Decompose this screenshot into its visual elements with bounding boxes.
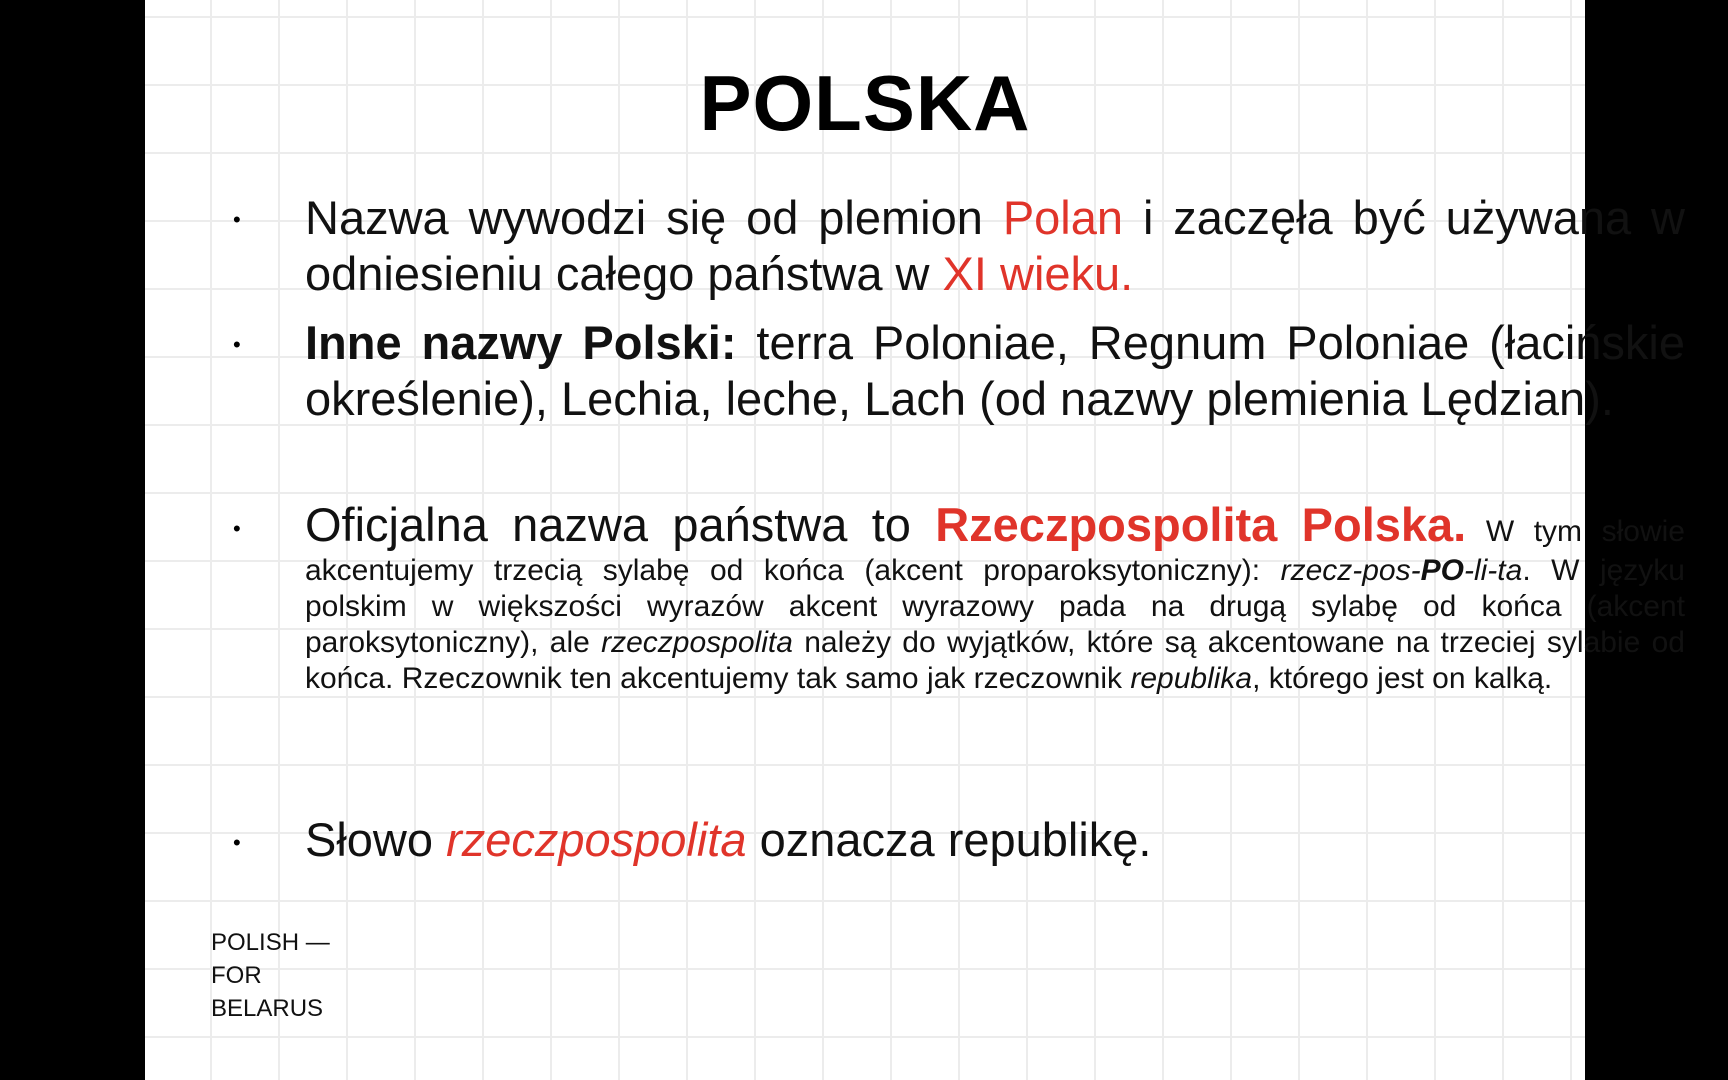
text-segment: i zaczęła być używana w odniesieniu całego państwa w	[305, 191, 1685, 300]
italic-segment: republika	[1130, 662, 1253, 695]
bullet-dot: •	[233, 332, 241, 357]
highlight-official-name: Rzeczpospolita Polska.	[935, 498, 1467, 551]
highlight-rzeczpospolita: rzeczpospolita	[446, 813, 747, 866]
highlight-century: XI wieku.	[942, 247, 1134, 300]
logo-line: BELARUS	[211, 995, 324, 1022]
text-segment: należy do wyjątków, które są akcentowane na trzeciej sylabie od końca. Rzeczownik ten akcentujemy tak samo jak rzeczownik	[305, 626, 1685, 695]
italic-segment: rzecz-pos-	[1280, 554, 1421, 587]
text-segment: Nazwa wywodzi się od plemion	[305, 191, 1003, 244]
bullet-item-other-names	[305, 315, 1685, 427]
bullet-dot: •	[233, 516, 241, 541]
logo-line: FOR	[211, 962, 262, 989]
page-title: POLSKA	[699, 59, 1031, 147]
text-segment: , którego jest on kalką.	[1252, 662, 1553, 695]
text-segment: oznacza republikę.	[746, 813, 1152, 866]
bullet-dot: •	[233, 830, 241, 855]
bullet-item-name-origin	[305, 190, 1685, 302]
text-segment: Oficjalna nazwa państwa to	[305, 498, 936, 551]
text-segment: terra Poloniae, Regnum Poloniae (łacińskie określenie), Lechia, leche, Lach (od nazwy plemienia Lędzian).	[305, 316, 1686, 425]
bullet-item-official-name	[305, 497, 1685, 697]
bold-label: Inne nazwy Polski:	[305, 316, 737, 369]
highlight-polan: Polan	[1002, 191, 1124, 244]
italic-segment: -li-ta	[1463, 554, 1523, 587]
brand-logo	[211, 926, 330, 1025]
italic-segment: rzeczpospolita	[601, 626, 793, 659]
text-segment: . W języku polskim w większości wyrazów akcent wyrazowy pada na drugą sylabę od końca (akcent paroksytoniczny), ale	[305, 554, 1685, 659]
text-segment: W tym słowie akcentujemy trzecią sylabę od końca (akcent proparoksytoniczny):	[305, 515, 1685, 587]
bullet-item-meaning	[305, 812, 1685, 868]
bullet-dot: •	[233, 207, 241, 232]
stressed-syllable: PO	[1420, 554, 1464, 587]
text-segment: Słowo	[305, 813, 447, 866]
logo-line: POLISH —	[211, 929, 330, 956]
slide	[145, 0, 1686, 1080]
